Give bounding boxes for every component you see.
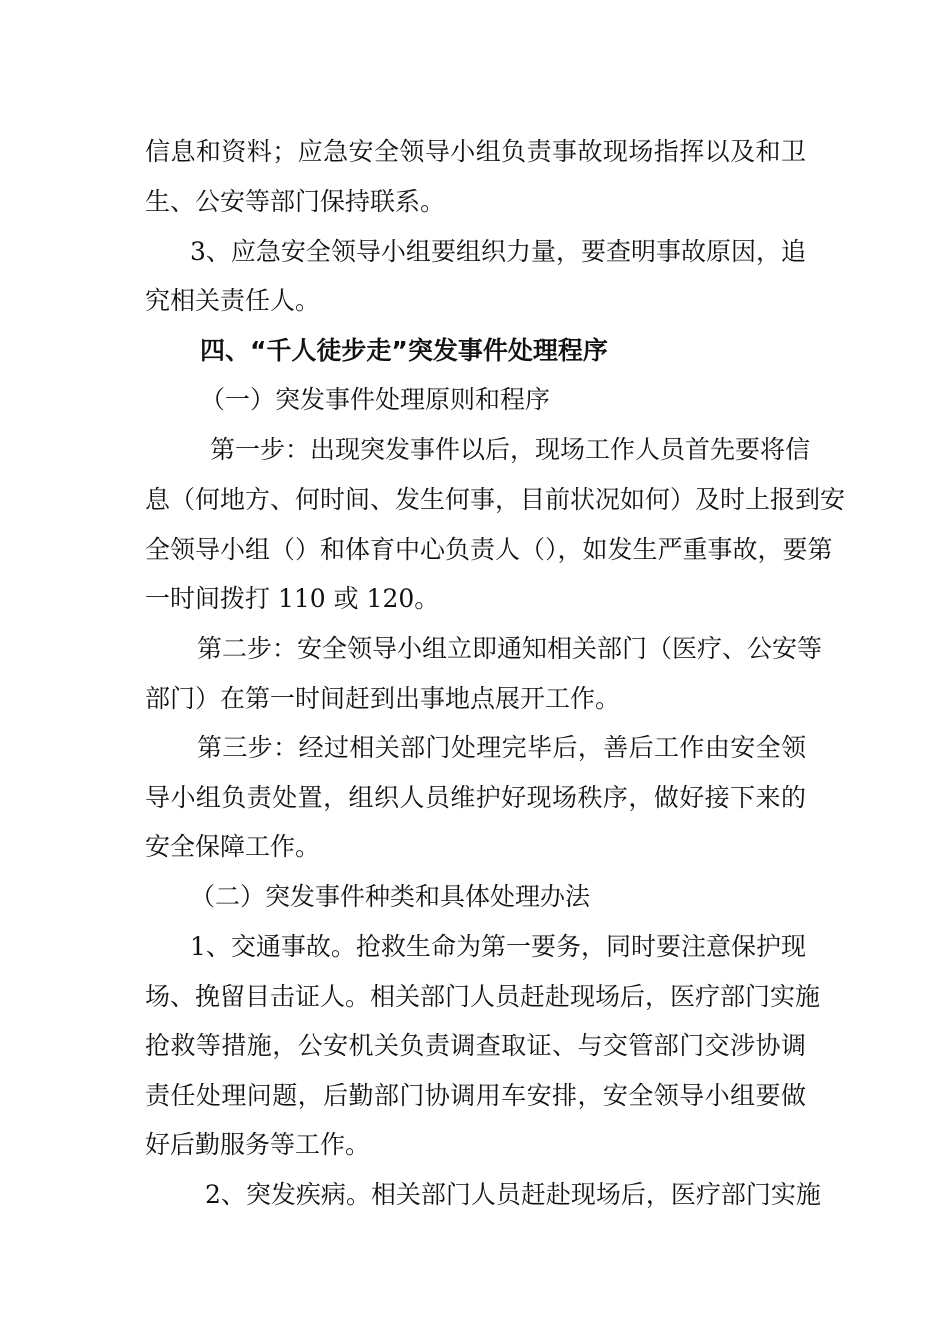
paragraph-line: 责任处理问题，后勤部门协调用车安排，安全领导小组要做 bbox=[145, 1081, 806, 1110]
paragraph-line: 部门）在第一时间赶到出事地点展开工作。 bbox=[145, 684, 621, 713]
paragraph-line: 第一步：出现突发事件以后，现场工作人员首先要将信 bbox=[210, 435, 811, 464]
subsection-heading: （一）突发事件处理原则和程序 bbox=[200, 385, 551, 414]
paragraph-line: 一时间拨打 110 或 120。 bbox=[145, 584, 440, 613]
paragraph-line: 生、公安等部门保持联系。 bbox=[145, 187, 446, 216]
paragraph-line: 抢救等措施，公安机关负责调查取证、与交管部门交涉协调 bbox=[145, 1031, 806, 1060]
subsection-heading: （二）突发事件种类和具体处理办法 bbox=[190, 882, 591, 911]
paragraph-line: 3、应急安全领导小组要组织力量，要查明事故原因，追 bbox=[190, 237, 806, 266]
paragraph-line: 导小组负责处置，组织人员维护好现场秩序，做好接下来的 bbox=[145, 783, 806, 812]
paragraph-line: 第二步：安全领导小组立即通知相关部门（医疗、公安等 bbox=[197, 634, 823, 663]
paragraph-line: 究相关责任人。 bbox=[145, 286, 321, 315]
paragraph-line: 息（何地方、何时间、发生何事，目前状况如何）及时上报到安 bbox=[145, 485, 846, 514]
section-heading: 四、“千人徒步走”突发事件处理程序 bbox=[200, 336, 608, 365]
paragraph-line: 2、突发疾病。相关部门人员赶赴现场后，医疗部门实施 bbox=[205, 1180, 821, 1209]
paragraph-line: 第三步：经过相关部门处理完毕后，善后工作由安全领 bbox=[197, 733, 806, 762]
paragraph-line: 场、挽留目击证人。相关部门人员赶赴现场后，医疗部门实施 bbox=[145, 982, 821, 1011]
paragraph-line: 安全保障工作。 bbox=[145, 832, 321, 861]
paragraph-line: 全领导小组（）和体育中心负责人（），如发生严重事故，要第 bbox=[145, 535, 833, 564]
paragraph-line: 好后勤服务等工作。 bbox=[145, 1130, 371, 1159]
paragraph-line: 信息和资料；应急安全领导小组负责事故现场指挥以及和卫 bbox=[145, 137, 806, 166]
paragraph-line: 1、交通事故。抢救生命为第一要务，同时要注意保护现 bbox=[190, 932, 806, 961]
